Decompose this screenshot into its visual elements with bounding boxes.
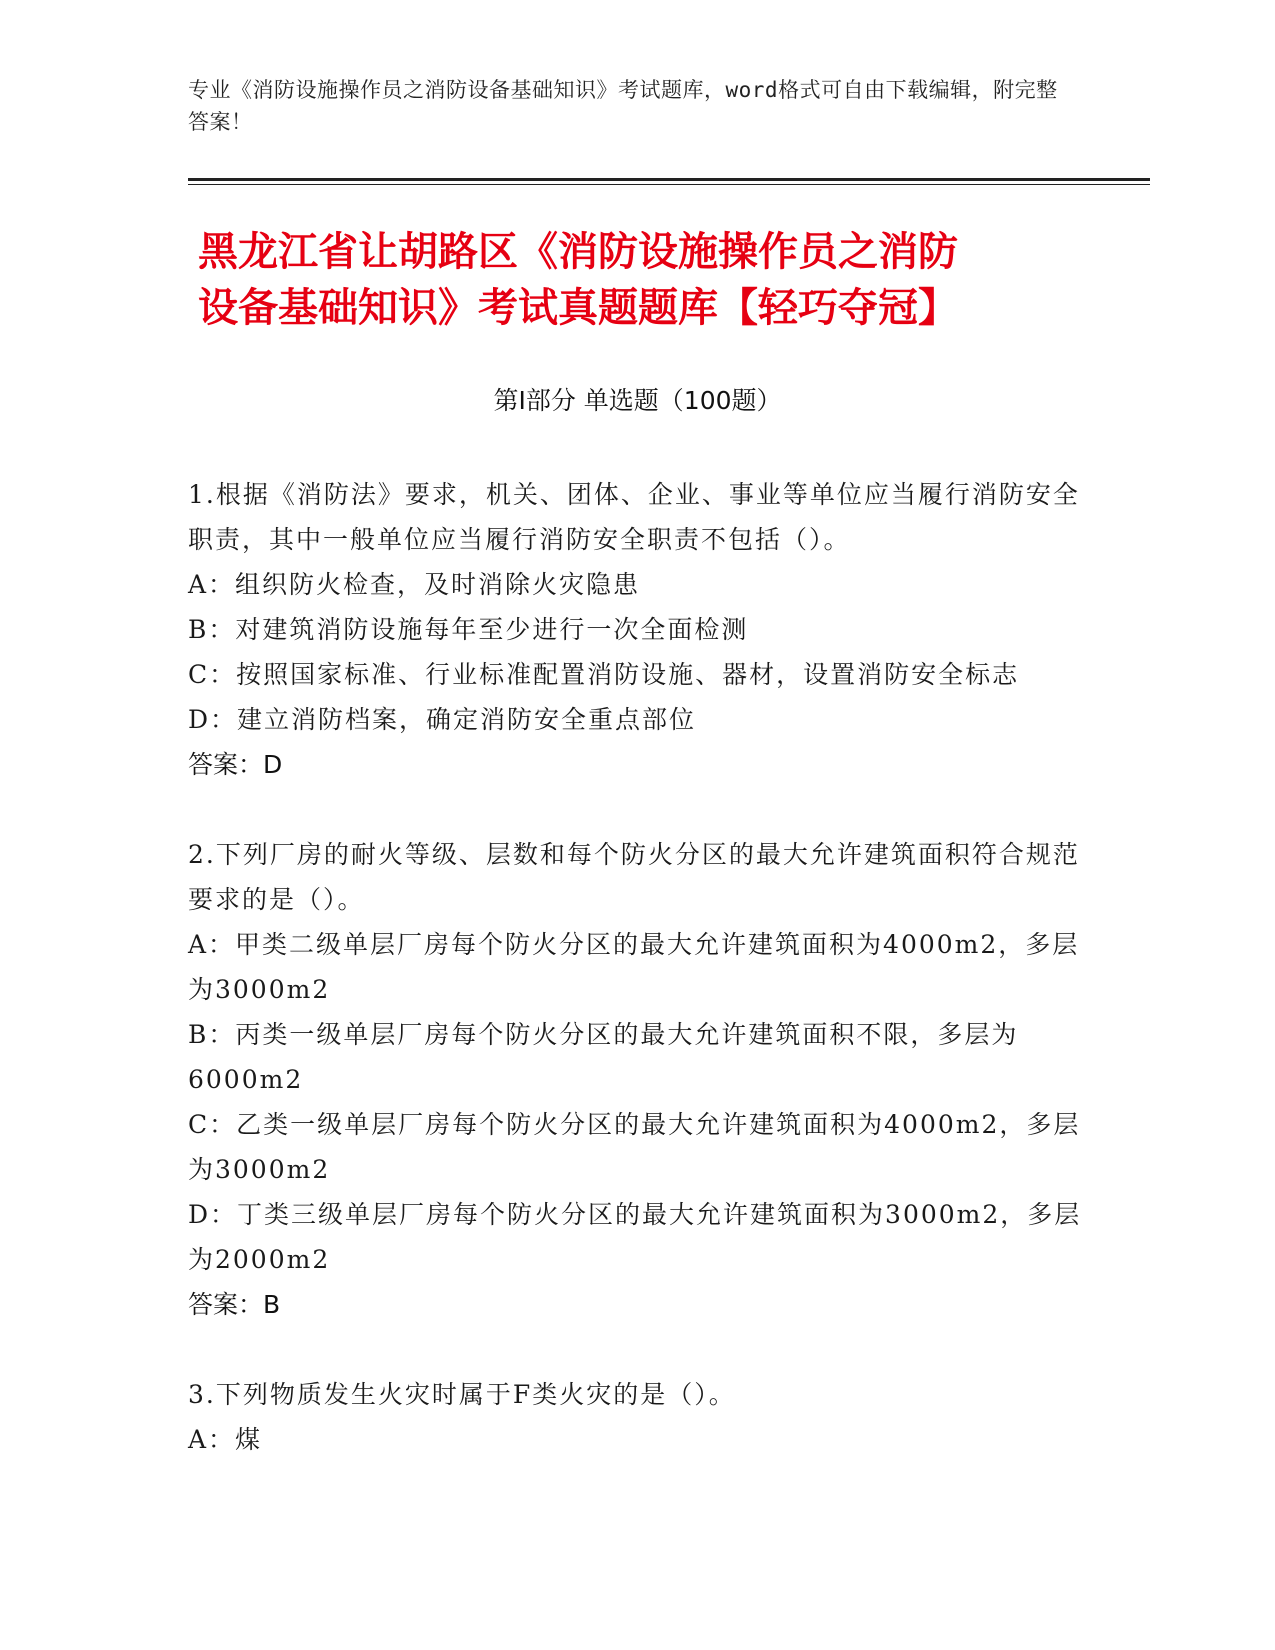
- header-rule-thick: [188, 178, 1150, 181]
- question-3: [188, 1372, 1088, 1462]
- answer-label: 答案：B: [188, 1290, 281, 1319]
- option-a: A：煤: [188, 1425, 263, 1454]
- document-title: [198, 224, 1098, 336]
- question-2: [188, 832, 1088, 1327]
- section-heading: 第Ⅰ部分 单选题（100题）: [493, 386, 782, 415]
- header-note: 专业《消防设施操作员之消防设备基础知识》考试题库，word格式可自由下载编辑，附完整答案！: [188, 78, 1058, 134]
- option-b: B：丙类一级单层厂房每个防火分区的最大允许建筑面积不限，多层为6000m2: [188, 1020, 1019, 1094]
- question-stem: 1.根据《消防法》要求，机关、团体、企业、事业等单位应当履行消防安全职责，其中一般单位应当履行消防安全职责不包括（）。: [188, 480, 1080, 554]
- option-c: C：按照国家标准、行业标准配置消防设施、器材，设置消防安全标志: [188, 660, 1020, 689]
- option-a: A：甲类二级单层厂房每个防火分区的最大允许建筑面积为4000m2，多层为3000m2: [188, 930, 1080, 1004]
- question-1: [188, 472, 1088, 787]
- option-d: D：建立消防档案，确定消防安全重点部位: [188, 705, 697, 734]
- option-c: C：乙类一级单层厂房每个防火分区的最大允许建筑面积为4000m2，多层为3000m2: [188, 1110, 1081, 1184]
- answer-label: 答案：D: [188, 750, 283, 779]
- option-d: D：丁类三级单层厂房每个防火分区的最大允许建筑面积为3000m2，多层为2000m2: [188, 1200, 1082, 1274]
- header-rule-thin: [188, 184, 1150, 185]
- question-stem: 3.下列物质发生火灾时属于F类火灾的是（）。: [188, 1380, 736, 1409]
- question-list: [188, 472, 1088, 1507]
- option-b: B：对建筑消防设施每年至少进行一次全面检测: [188, 615, 749, 644]
- document-title-line-1: 黑龙江省让胡路区《消防设施操作员之消防: [198, 229, 958, 275]
- option-a: A：组织防火检查，及时消除火灾隐患: [188, 570, 641, 599]
- document-title-line-2: 设备基础知识》考试真题题库【轻巧夺冠】: [198, 285, 958, 331]
- question-stem: 2.下列厂房的耐火等级、层数和每个防火分区的最大允许建筑面积符合规范要求的是（）。: [188, 840, 1080, 914]
